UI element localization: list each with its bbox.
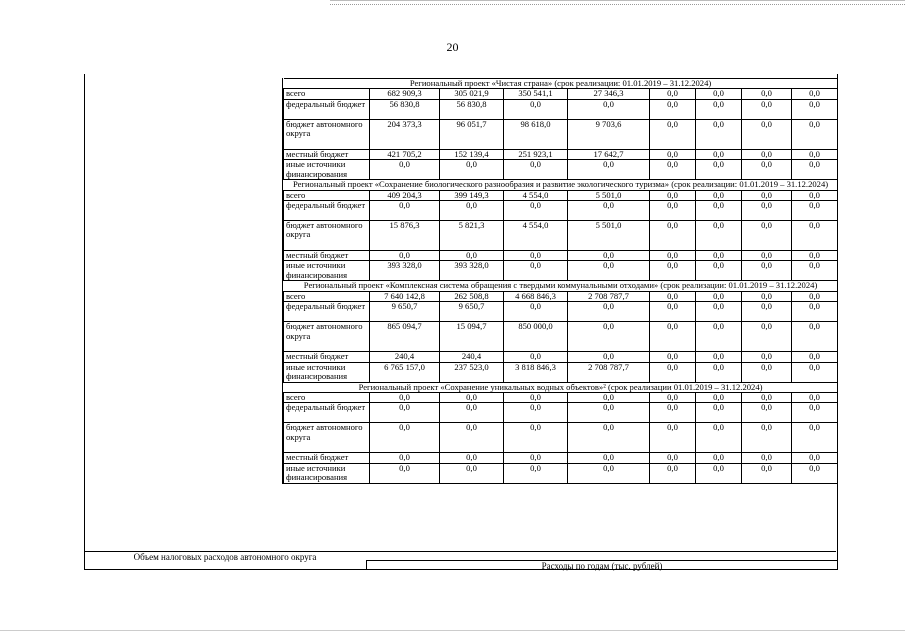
table-row xyxy=(284,423,838,453)
value-cell: 0,0 xyxy=(440,453,504,463)
value-cell: 0,0 xyxy=(370,201,440,221)
value-cell: 409 204,3 xyxy=(370,190,440,200)
table-row xyxy=(284,190,838,200)
value-cell: 6 765 157,0 xyxy=(370,362,440,382)
table-row xyxy=(284,221,838,251)
value-cell: 0,0 xyxy=(650,160,696,180)
table-row xyxy=(284,453,838,463)
value-cell: 850 000,0 xyxy=(504,322,568,352)
table-row xyxy=(284,352,838,362)
value-cell: 0,0 xyxy=(440,423,504,453)
value-cell: 350 541,1 xyxy=(504,89,568,99)
table-row xyxy=(284,291,838,301)
value-cell: 0,0 xyxy=(792,423,838,453)
value-cell: 0,0 xyxy=(440,393,504,403)
value-cell: 0,0 xyxy=(370,403,440,423)
budget-table xyxy=(282,78,837,484)
value-cell: 0,0 xyxy=(696,403,742,423)
value-cell: 0,0 xyxy=(792,463,838,483)
value-cell: 0,0 xyxy=(792,362,838,382)
value-cell: 0,0 xyxy=(650,393,696,403)
value-cell: 0,0 xyxy=(792,352,838,362)
row-label: иные источники финансирования xyxy=(284,463,370,483)
value-cell: 0,0 xyxy=(568,403,650,423)
table-row xyxy=(284,149,838,159)
value-cell: 0,0 xyxy=(650,423,696,453)
value-cell: 0,0 xyxy=(792,160,838,180)
value-cell: 0,0 xyxy=(792,149,838,159)
table-row xyxy=(284,201,838,221)
value-cell: 0,0 xyxy=(650,453,696,463)
section-header: Региональный проект «Сохранение биологического разнообразия и развитие экологического туризма» (срок реализации: 01.01.2019 – 31.12.2024) xyxy=(284,180,838,190)
value-cell: 0,0 xyxy=(650,190,696,200)
value-cell: 0,0 xyxy=(696,119,742,149)
value-cell: 152 139,4 xyxy=(440,149,504,159)
value-cell: 0,0 xyxy=(568,302,650,322)
value-cell: 0,0 xyxy=(650,302,696,322)
value-cell: 0,0 xyxy=(568,322,650,352)
value-cell: 0,0 xyxy=(792,190,838,200)
row-label: бюджет автономного округа xyxy=(284,221,370,251)
table-row xyxy=(284,261,838,281)
scan-artifact-top xyxy=(330,0,905,5)
section-header-row xyxy=(284,180,838,190)
value-cell: 0,0 xyxy=(440,403,504,423)
value-cell: 0,0 xyxy=(792,322,838,352)
row-label: бюджет автономного округа xyxy=(284,423,370,453)
value-cell: 0,0 xyxy=(696,89,742,99)
table-row xyxy=(284,89,838,99)
value-cell: 0,0 xyxy=(742,89,792,99)
value-cell: 4 554,0 xyxy=(504,221,568,251)
section-header: Региональный проект «Чистая страна» (срок реализации: 01.01.2019 – 31.12.2024) xyxy=(284,79,838,89)
value-cell: 0,0 xyxy=(370,393,440,403)
row-label: федеральный бюджет xyxy=(284,403,370,423)
value-cell: 0,0 xyxy=(742,149,792,159)
value-cell: 0,0 xyxy=(568,160,650,180)
value-cell: 0,0 xyxy=(742,221,792,251)
value-cell: 0,0 xyxy=(650,291,696,301)
value-cell: 0,0 xyxy=(742,291,792,301)
table-row xyxy=(284,302,838,322)
value-cell: 0,0 xyxy=(440,160,504,180)
value-cell: 0,0 xyxy=(650,362,696,382)
value-cell: 0,0 xyxy=(696,453,742,463)
value-cell: 0,0 xyxy=(742,119,792,149)
value-cell: 0,0 xyxy=(696,322,742,352)
value-cell: 0,0 xyxy=(650,119,696,149)
value-cell: 0,0 xyxy=(696,149,742,159)
value-cell: 0,0 xyxy=(742,403,792,423)
value-cell: 5 501,0 xyxy=(568,221,650,251)
value-cell: 0,0 xyxy=(742,453,792,463)
table-row xyxy=(284,251,838,261)
row-label: местный бюджет xyxy=(284,453,370,463)
value-cell: 0,0 xyxy=(742,463,792,483)
value-cell: 15 876,3 xyxy=(370,221,440,251)
row-label: бюджет автономного округа xyxy=(284,322,370,352)
value-cell: 0,0 xyxy=(504,302,568,322)
value-cell: 204 373,3 xyxy=(370,119,440,149)
value-cell: 0,0 xyxy=(650,463,696,483)
value-cell: 0,0 xyxy=(504,160,568,180)
value-cell: 0,0 xyxy=(370,423,440,453)
value-cell: 2 708 787,7 xyxy=(568,291,650,301)
value-cell: 0,0 xyxy=(568,99,650,119)
value-cell: 0,0 xyxy=(650,251,696,261)
value-cell: 56 830,8 xyxy=(440,99,504,119)
value-cell: 393 328,0 xyxy=(440,261,504,281)
value-cell: 0,0 xyxy=(650,221,696,251)
section-header-row xyxy=(284,281,838,291)
table-row xyxy=(284,99,838,119)
value-cell: 0,0 xyxy=(504,453,568,463)
row-label: федеральный бюджет xyxy=(284,302,370,322)
value-cell: 0,0 xyxy=(504,463,568,483)
scan-artifact-bottom xyxy=(0,630,905,633)
value-cell: 0,0 xyxy=(696,463,742,483)
value-cell: 0,0 xyxy=(742,302,792,322)
value-cell: 0,0 xyxy=(696,261,742,281)
value-cell: 0,0 xyxy=(650,352,696,362)
value-cell: 4 554,0 xyxy=(504,190,568,200)
value-cell: 421 705,2 xyxy=(370,149,440,159)
row-label: местный бюджет xyxy=(284,352,370,362)
value-cell: 0,0 xyxy=(440,251,504,261)
value-cell: 27 346,3 xyxy=(568,89,650,99)
value-cell: 0,0 xyxy=(650,99,696,119)
value-cell: 305 021,9 xyxy=(440,89,504,99)
value-cell: 0,0 xyxy=(792,221,838,251)
value-cell: 399 149,3 xyxy=(440,190,504,200)
value-cell: 0,0 xyxy=(696,160,742,180)
value-cell: 0,0 xyxy=(696,423,742,453)
tax-expenditures-label: Объем налоговых расходов автономного округа xyxy=(133,552,317,562)
value-cell: 0,0 xyxy=(568,453,650,463)
value-cell: 0,0 xyxy=(696,190,742,200)
value-cell: 0,0 xyxy=(742,160,792,180)
value-cell: 0,0 xyxy=(696,251,742,261)
value-cell: 15 094,7 xyxy=(440,322,504,352)
table-row xyxy=(284,160,838,180)
page-number: 20 xyxy=(446,40,459,54)
value-cell: 0,0 xyxy=(504,99,568,119)
value-cell: 0,0 xyxy=(370,463,440,483)
value-cell: 0,0 xyxy=(504,403,568,423)
table-row xyxy=(284,362,838,382)
value-cell: 7 640 142,8 xyxy=(370,291,440,301)
value-cell: 0,0 xyxy=(568,201,650,221)
section-header: Региональный проект «Сохранение уникальных водных объектов»² (срок реализации 01.01.2019 – 31.12.2024) xyxy=(284,382,838,392)
value-cell: 5 821,3 xyxy=(440,221,504,251)
value-cell: 0,0 xyxy=(568,251,650,261)
value-cell: 0,0 xyxy=(370,453,440,463)
value-cell: 0,0 xyxy=(504,423,568,453)
value-cell: 0,0 xyxy=(696,291,742,301)
value-cell: 0,0 xyxy=(650,322,696,352)
value-cell: 0,0 xyxy=(792,302,838,322)
value-cell: 0,0 xyxy=(650,89,696,99)
value-cell: 237 523,0 xyxy=(440,362,504,382)
value-cell: 0,0 xyxy=(742,322,792,352)
value-cell: 0,0 xyxy=(696,302,742,322)
value-cell: 0,0 xyxy=(792,119,838,149)
value-cell: 0,0 xyxy=(650,261,696,281)
value-cell: 0,0 xyxy=(792,403,838,423)
value-cell: 0,0 xyxy=(696,221,742,251)
table-row xyxy=(284,322,838,352)
value-cell: 0,0 xyxy=(792,393,838,403)
value-cell: 0,0 xyxy=(504,352,568,362)
row-label: всего xyxy=(284,190,370,200)
table-row xyxy=(284,463,838,483)
value-cell: 0,0 xyxy=(792,99,838,119)
value-cell: 0,0 xyxy=(504,261,568,281)
value-cell: 0,0 xyxy=(742,352,792,362)
value-cell: 262 508,8 xyxy=(440,291,504,301)
value-cell: 0,0 xyxy=(742,190,792,200)
value-cell: 0,0 xyxy=(370,251,440,261)
value-cell: 0,0 xyxy=(792,251,838,261)
value-cell: 0,0 xyxy=(650,403,696,423)
row-label: бюджет автономного округа xyxy=(284,119,370,149)
value-cell: 0,0 xyxy=(742,261,792,281)
value-cell: 0,0 xyxy=(440,463,504,483)
value-cell: 0,0 xyxy=(742,99,792,119)
row-label: всего xyxy=(284,291,370,301)
value-cell: 0,0 xyxy=(792,201,838,221)
value-cell: 0,0 xyxy=(650,149,696,159)
row-label: всего xyxy=(284,89,370,99)
value-cell: 0,0 xyxy=(696,393,742,403)
value-cell: 0,0 xyxy=(792,453,838,463)
value-cell: 17 642,7 xyxy=(568,149,650,159)
row-label: местный бюджет xyxy=(284,251,370,261)
section-header: Региональный проект «Комплексная система обращения с твердыми коммунальными отходами» (срок реализации: 01.01.2019 – 31.12.2024) xyxy=(284,281,838,291)
value-cell: 0,0 xyxy=(792,261,838,281)
value-cell: 0,0 xyxy=(568,393,650,403)
value-cell: 5 501,0 xyxy=(568,190,650,200)
table-row xyxy=(284,393,838,403)
value-cell: 240,4 xyxy=(440,352,504,362)
value-cell: 98 618,0 xyxy=(504,119,568,149)
value-cell: 0,0 xyxy=(504,393,568,403)
section-header-row xyxy=(284,79,838,89)
expenses-by-year-label: Расходы по годам (тыс. рублей) xyxy=(366,560,837,570)
table-row xyxy=(284,119,838,149)
table-row xyxy=(284,403,838,423)
row-label: всего xyxy=(284,393,370,403)
row-label: федеральный бюджет xyxy=(284,201,370,221)
value-cell: 865 094,7 xyxy=(370,322,440,352)
value-cell: 3 818 846,3 xyxy=(504,362,568,382)
section-header-row xyxy=(284,382,838,392)
value-cell: 251 923,1 xyxy=(504,149,568,159)
value-cell: 0,0 xyxy=(742,423,792,453)
value-cell: 9 703,6 xyxy=(568,119,650,149)
row-label: иные источники финансирования xyxy=(284,362,370,382)
value-cell: 0,0 xyxy=(696,362,742,382)
row-label: иные источники финансирования xyxy=(284,261,370,281)
value-cell: 0,0 xyxy=(568,352,650,362)
value-cell: 9 650,7 xyxy=(440,302,504,322)
value-cell: 9 650,7 xyxy=(370,302,440,322)
value-cell: 0,0 xyxy=(742,362,792,382)
value-cell: 0,0 xyxy=(568,463,650,483)
value-cell: 0,0 xyxy=(568,261,650,281)
value-cell: 682 909,3 xyxy=(370,89,440,99)
row-label: местный бюджет xyxy=(284,149,370,159)
value-cell: 0,0 xyxy=(440,201,504,221)
value-cell: 0,0 xyxy=(696,352,742,362)
value-cell: 0,0 xyxy=(696,99,742,119)
value-cell: 240,4 xyxy=(370,352,440,362)
value-cell: 0,0 xyxy=(504,201,568,221)
value-cell: 0,0 xyxy=(370,160,440,180)
value-cell: 0,0 xyxy=(650,201,696,221)
row-label: иные источники финансирования xyxy=(284,160,370,180)
value-cell: 0,0 xyxy=(696,201,742,221)
value-cell: 0,0 xyxy=(792,291,838,301)
value-cell: 56 830,8 xyxy=(370,99,440,119)
value-cell: 0,0 xyxy=(742,393,792,403)
value-cell: 96 051,7 xyxy=(440,119,504,149)
value-cell: 0,0 xyxy=(742,251,792,261)
value-cell: 0,0 xyxy=(504,251,568,261)
value-cell: 0,0 xyxy=(792,89,838,99)
value-cell: 0,0 xyxy=(568,423,650,453)
value-cell: 2 708 787,7 xyxy=(568,362,650,382)
value-cell: 393 328,0 xyxy=(370,261,440,281)
row-label: федеральный бюджет xyxy=(284,99,370,119)
value-cell: 4 668 846,3 xyxy=(504,291,568,301)
value-cell: 0,0 xyxy=(742,201,792,221)
